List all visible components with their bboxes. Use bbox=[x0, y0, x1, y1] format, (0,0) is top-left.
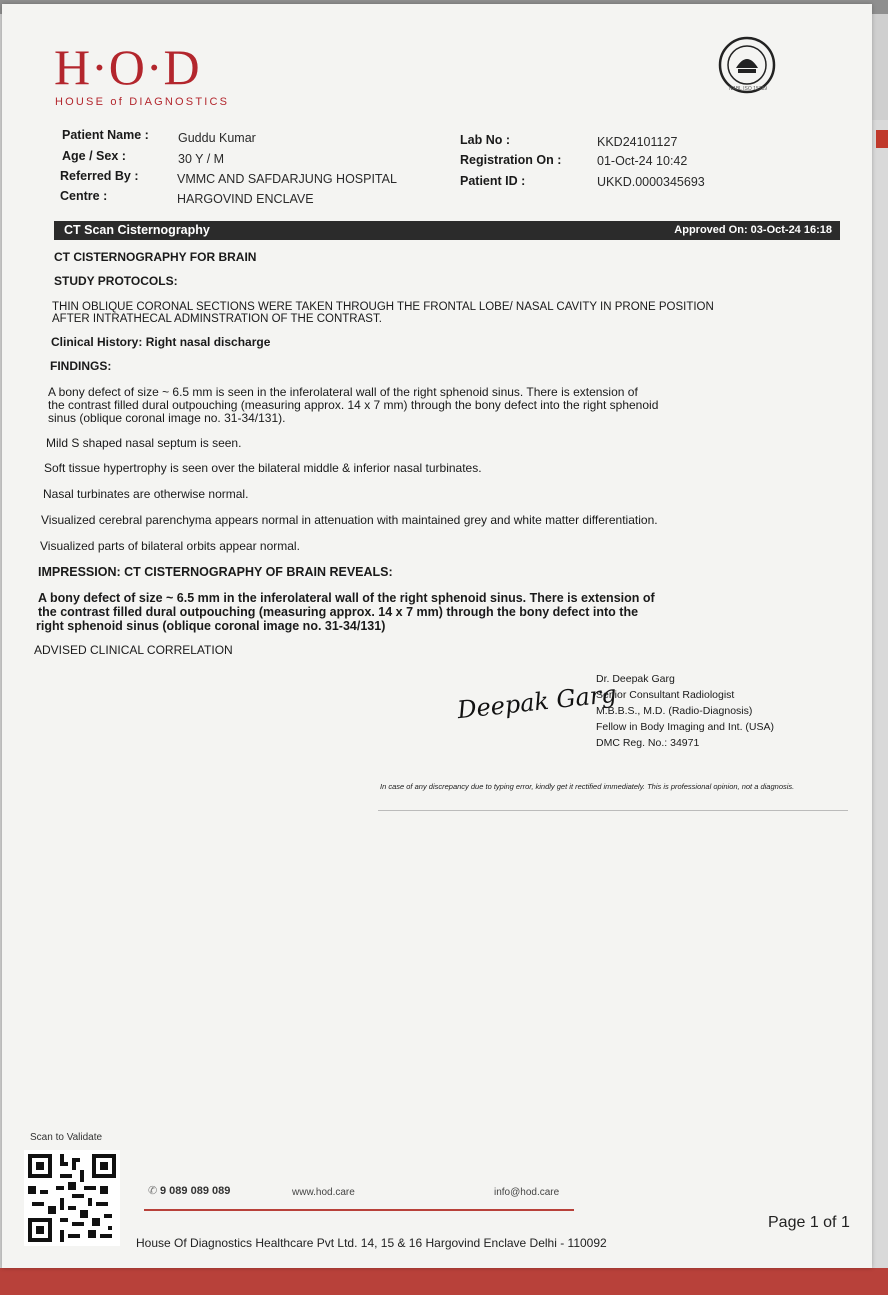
section-title-bar bbox=[54, 221, 840, 240]
protocols-line-2: AFTER INTRATHECAL ADMINSTRATION OF THE CONTRAST. bbox=[52, 313, 382, 325]
footer-email: info@hod.care bbox=[494, 1187, 560, 1198]
findings-heading: FINDINGS: bbox=[50, 359, 112, 373]
scan-label: Scan to Validate bbox=[30, 1132, 103, 1143]
doctor-registration: DMC Reg. No.: 34971 bbox=[596, 737, 700, 749]
age-sex-label: Age / Sex : bbox=[62, 149, 126, 163]
footer-address: House Of Diagnostics Healthcare Pvt Ltd. 14, 15 & 16 Hargovind Enclave Delhi - 110092 bbox=[136, 1236, 607, 1250]
referred-by-value: VMMC AND SAFDARJUNG HOSPITAL bbox=[177, 172, 397, 186]
doctor-details bbox=[596, 671, 774, 751]
background-edge bbox=[872, 120, 888, 1270]
logo-subtitle: HOUSE of DIAGNOSTICS bbox=[55, 96, 230, 108]
disclaimer: In case of any discrepancy due to typing error, kindly get it rectified immediately. This is professional opinion, not a diagnosis. bbox=[380, 782, 795, 791]
finding-1-line-2: the contrast filled dural outpouching (measuring approx. 14 x 7 mm) through the bony defect into the right sphenoid bbox=[48, 398, 659, 412]
impression-line-1: A bony defect of size ~ 6.5 mm in the inferolateral wall of the right sphenoid sinus. There is extension of bbox=[38, 591, 655, 605]
doctor-degree: M.B.B.S., M.D. (Radio-Diagnosis) bbox=[596, 705, 753, 717]
protocols-line-1: THIN OBLIQUE CORONAL SECTIONS WERE TAKEN THROUGH THE FRONTAL LOBE/ NASAL CAVITY IN PRONE POSITION bbox=[52, 301, 714, 313]
finding-5: Visualized cerebral parenchyma appears normal in attenuation with maintained grey and white matter differentiation. bbox=[41, 513, 658, 527]
finding-1-line-1: A bony defect of size ~ 6.5 mm is seen in the inferolateral wall of the right sphenoid sinus. There is extension of bbox=[48, 385, 638, 399]
page-number: Page 1 of 1 bbox=[768, 1214, 850, 1231]
advised-correlation: ADVISED CLINICAL CORRELATION bbox=[34, 643, 233, 657]
section-title: CT Scan Cisternography bbox=[64, 223, 210, 237]
footer-red-line bbox=[144, 1209, 574, 1211]
footer-phone: 9 089 089 089 bbox=[160, 1185, 231, 1197]
divider bbox=[378, 810, 848, 811]
approved-on: Approved On: 03-Oct-24 16:18 bbox=[674, 224, 832, 236]
protocols-heading: STUDY PROTOCOLS: bbox=[54, 274, 178, 288]
hod-logo: H·O·D bbox=[54, 39, 201, 95]
patient-name-value: Guddu Kumar bbox=[178, 131, 256, 145]
impression-line-3: right sphenoid sinus (oblique coronal image no. 31-34/131) bbox=[36, 619, 386, 633]
clinical-history-value: Right nasal discharge bbox=[145, 335, 271, 349]
impression-line-2: the contrast filled dural outpouching (measuring approx. 14 x 7 mm) through the bony defect into the bbox=[38, 605, 639, 619]
finding-3: Soft tissue hypertrophy is seen over the bilateral middle & inferior nasal turbinates. bbox=[44, 461, 482, 475]
doctor-fellowship: Fellow in Body Imaging and Int. (USA) bbox=[596, 721, 774, 733]
doctor-name: Dr. Deepak Garg bbox=[596, 673, 675, 685]
centre-value: HARGOVIND ENCLAVE bbox=[177, 192, 314, 206]
clinical-history bbox=[51, 336, 270, 349]
impression-heading: IMPRESSION: CT CISTERNOGRAPHY OF BRAIN REVEALS: bbox=[38, 565, 393, 579]
footer-website: www.hod.care bbox=[292, 1187, 355, 1198]
clinical-history-label: Clinical History: bbox=[51, 335, 143, 349]
finding-2: Mild S shaped nasal septum is seen. bbox=[46, 436, 242, 450]
doctor-title: Senior Consultant Radiologist bbox=[596, 689, 735, 701]
phone-icon: ✆ bbox=[148, 1185, 158, 1197]
seal-caption: NABL ISO 15189 bbox=[728, 86, 768, 92]
lab-no-label: Lab No : bbox=[460, 133, 510, 147]
registration-value: 01-Oct-24 10:42 bbox=[597, 154, 688, 168]
lab-no-value: KKD24101127 bbox=[597, 135, 678, 149]
doctor-signature: Deepak Garg bbox=[455, 679, 618, 725]
registration-label: Registration On : bbox=[460, 153, 562, 167]
finding-4: Nasal turbinates are otherwise normal. bbox=[43, 487, 249, 501]
centre-label: Centre : bbox=[60, 189, 108, 203]
finding-6: Visualized parts of bilateral orbits appear normal. bbox=[40, 539, 300, 553]
age-sex-value: 30 Y / M bbox=[178, 152, 225, 166]
patient-name-label: Patient Name : bbox=[62, 128, 149, 142]
report-sheet bbox=[2, 4, 872, 1268]
patient-id-value: UKKD.0000345693 bbox=[597, 175, 705, 189]
report-heading: CT CISTERNOGRAPHY FOR BRAIN bbox=[54, 250, 257, 264]
background-strip-bottom bbox=[0, 1268, 888, 1295]
referred-by-label: Referred By : bbox=[60, 169, 139, 183]
patient-id-label: Patient ID : bbox=[460, 174, 526, 188]
qr-code-icon bbox=[24, 1150, 120, 1246]
background-mark bbox=[876, 130, 888, 148]
finding-1-line-3: sinus (oblique coronal image no. 31-34/131). bbox=[48, 411, 286, 425]
